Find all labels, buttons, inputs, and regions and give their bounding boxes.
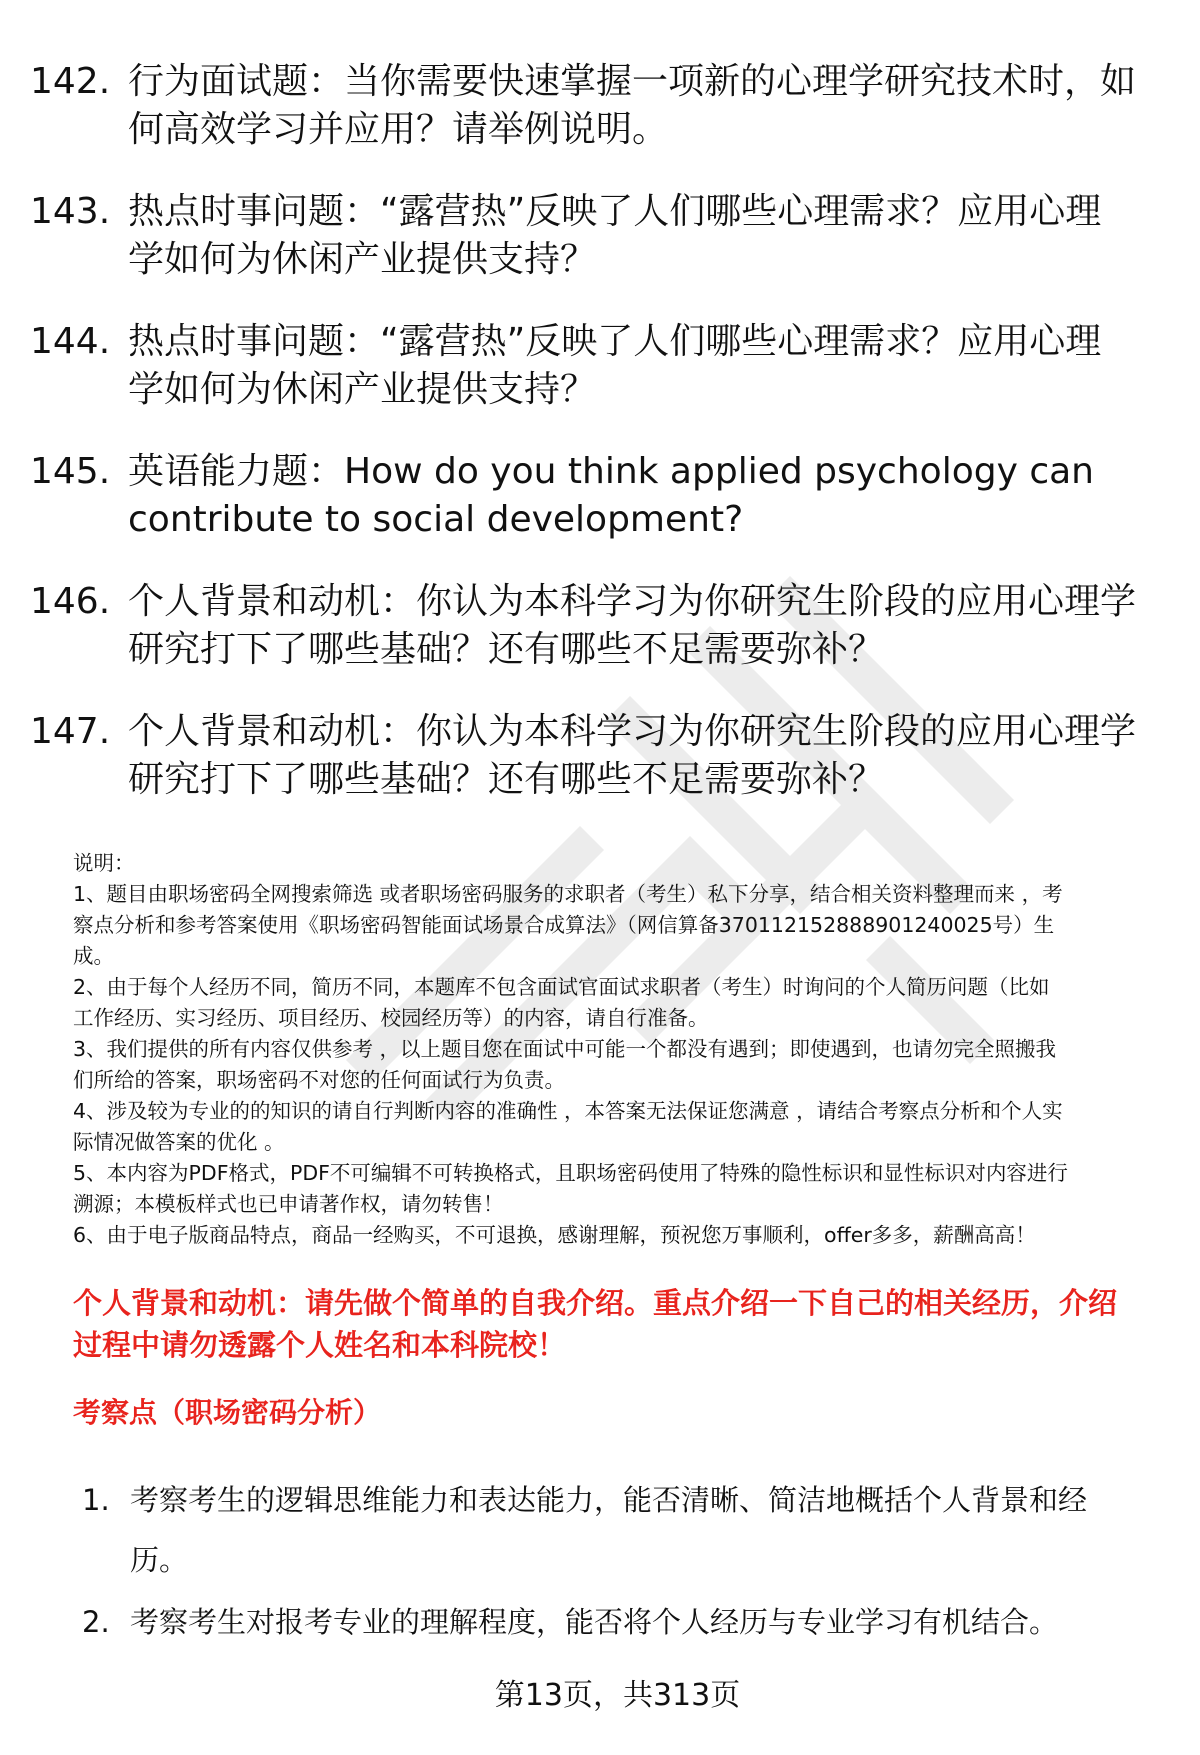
question-text: 个人背景和动机：你认为本科学习为你研究生阶段的应用心理学 研究打下了哪些基础？还有哪些不足需要弥补？	[128, 711, 1137, 800]
notes-section	[73, 848, 1163, 1251]
point-text: 考察考生对报考专业的理解程度，能否将个人经历与专业学习有机结合。	[130, 1605, 1059, 1639]
question-number: 146.	[30, 581, 111, 622]
notes-title: 说明：	[73, 851, 135, 875]
note-item: 6、由于电子版商品特点，商品一经购买，不可退换，感谢理解，预祝您万事顺利，offer多多，薪酬高高！	[73, 1223, 1036, 1247]
question-text: 行为面试题：当你需要快速掌握一项新的心理学研究技术时，如 何高效学习并应用？请举例说明。	[128, 61, 1137, 150]
question-item	[30, 318, 1160, 414]
question-item	[30, 448, 1160, 544]
note-item: 3、我们提供的所有内容仅供参考 ，以上题目您在面试中可能一个都没有遇到；即使遇到，也请勿完全照搬我 们所给的答案，职场密码不对您的任何面试行为负责。	[73, 1037, 1057, 1092]
question-item	[30, 578, 1160, 674]
question-number: 147.	[30, 711, 111, 752]
note-item: 4、涉及较为专业的的知识的请自行判断内容的准确性 ，本答案无法保证您满意 ，请结合考察点分析和个人实 际情况做答案的优化 。	[73, 1099, 1063, 1154]
question-number: 145.	[30, 451, 111, 492]
question-text: 热点时事问题：“露营热”反映了人们哪些心理需求？应用心理 学如何为休闲产业提供支持？	[128, 321, 1102, 410]
question-number: 143.	[30, 191, 111, 232]
analysis-point	[82, 1592, 1162, 1652]
question-item	[30, 708, 1160, 804]
point-number: 1.	[82, 1483, 110, 1517]
question-text: 英语能力题：How do you think applied psychology can contribute to social development?	[128, 451, 1094, 540]
question-number: 144.	[30, 321, 111, 362]
question-text: 热点时事问题：“露营热”反映了人们哪些心理需求？应用心理 学如何为休闲产业提供支持？	[128, 191, 1102, 280]
analysis-points	[82, 1470, 1162, 1654]
question-list	[30, 58, 1160, 838]
analysis-point	[82, 1470, 1162, 1590]
note-item: 2、由于每个人经历不同，简历不同，本题库不包含面试官面试求职者（考生）时询问的个人简历问题（比如 工作经历、实习经历、项目经历、校园经历等）的内容，请自行准备。	[73, 975, 1050, 1030]
note-item: 5、本内容为PDF格式，PDF不可编辑不可转换格式，且职场密码使用了特殊的隐性标识和显性标识对内容进行 溯源；本模板样式也已申请著作权，请勿转售！	[73, 1161, 1068, 1216]
question-text: 个人背景和动机：你认为本科学习为你研究生阶段的应用心理学 研究打下了哪些基础？还有哪些不足需要弥补？	[128, 581, 1137, 670]
question-item	[30, 58, 1160, 154]
note-item: 1、题目由职场密码全网搜索筛选 或者职场密码服务的求职者（考生）私下分享，结合相关资料整理而来 ，考 察点分析和参考答案使用《职场密码智能面试场景合成算法》（网信算备370112152888901240025号）生 成。	[73, 882, 1063, 968]
question-item	[30, 188, 1160, 284]
point-text: 考察考生的逻辑思维能力和表达能力，能否清晰、简洁地概括个人背景和经 历。	[130, 1483, 1088, 1577]
page-footer: 第13页，共313页	[494, 1678, 741, 1713]
point-number: 2.	[82, 1605, 110, 1639]
analysis-heading: 考察点（职场密码分析）	[73, 1396, 382, 1429]
featured-question: 个人背景和动机：请先做个简单的自我介绍。重点介绍一下自己的相关经历，介绍 过程中请勿透露个人姓名和本科院校！	[73, 1286, 1118, 1362]
question-number: 142.	[30, 61, 111, 102]
